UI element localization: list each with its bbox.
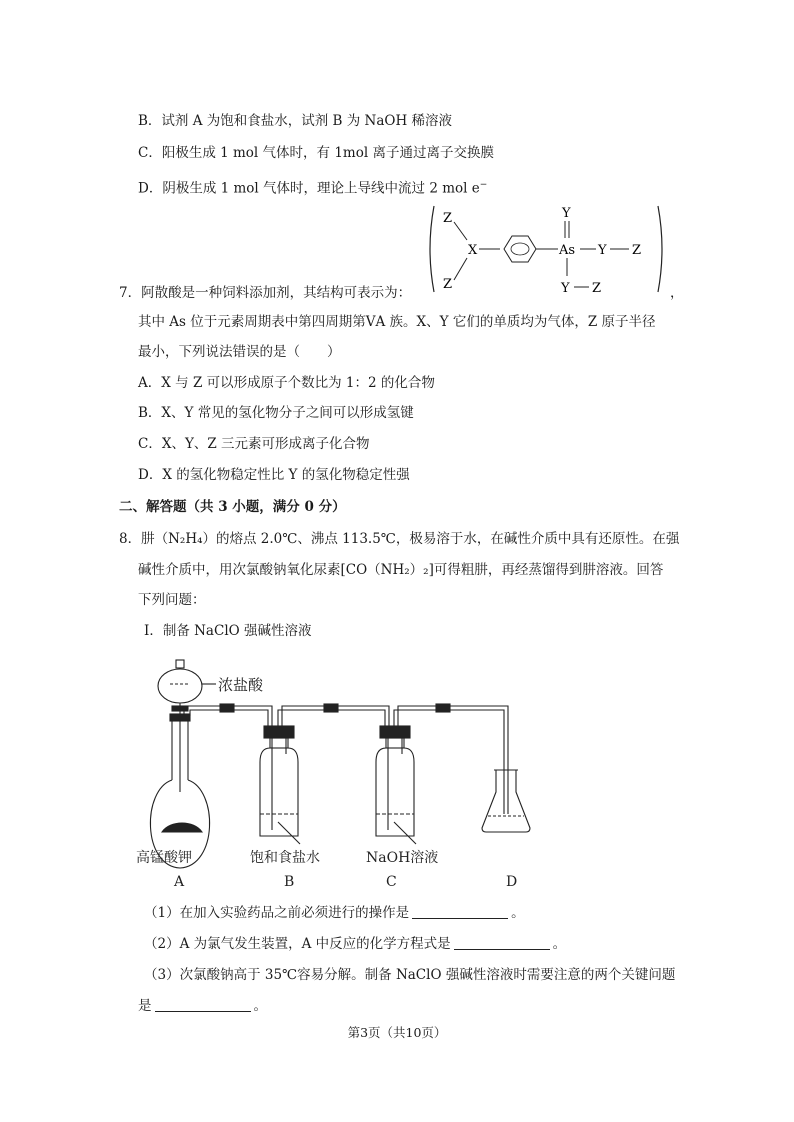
q8-line-2: 碱性介质中，用次氯酸钠氧化尿素[CO（NH₂）₂]可得粗肼，再经蒸馏得到肼溶液。回答 bbox=[138, 562, 664, 578]
answer-blank-1[interactable] bbox=[412, 904, 508, 919]
q7-line-2: 其中 As 位于元素周期表中第四周期第ⅤA 族。X、Y 它们的单质均为气体，Z 原子半径 bbox=[138, 314, 656, 330]
answer-blank-2[interactable] bbox=[454, 935, 550, 950]
q8-sub-2-text: （2）A 为氯气发生装置，A 中反应的化学方程式是 bbox=[144, 936, 451, 952]
right-bracket bbox=[658, 206, 662, 292]
q6-option-b: B．试剂 A 为饱和食盐水，试剂 B 为 NaOH 稀溶液 bbox=[138, 113, 453, 129]
q8-sub-3-line-2 bbox=[138, 997, 267, 1015]
q8-part-1: Ⅰ．制备 NaClO 强碱性溶液 bbox=[144, 623, 312, 639]
y-right: Y bbox=[598, 243, 607, 258]
q6-option-d-text: D．阴极生成 1 mol 气体时，理论上导线中流过 2 mol e bbox=[138, 180, 480, 197]
q8-sub-1-period: 。 bbox=[511, 905, 525, 921]
q7-option-a: A．X 与 Z 可以形成原子个数比为 1：2 的化合物 bbox=[138, 375, 435, 391]
z-bottom: Z bbox=[443, 277, 453, 292]
q8-sub-3-line-1: （3）次氯酸钠高于 35℃容易分解。制备 NaClO 强碱性溶液时需要注意的两个关键问题 bbox=[144, 967, 676, 983]
q7-line-3: 最小，下列说法错误的是（ ） bbox=[138, 344, 341, 360]
q7-option-b: B．X、Y 常见的氢化物分子之间可以形成氢键 bbox=[138, 405, 414, 421]
erlenmeyer-flask-d bbox=[482, 770, 530, 832]
electron-superscript: − bbox=[479, 180, 488, 190]
z-right: Z bbox=[632, 243, 642, 258]
z-bottom-right: Z bbox=[592, 281, 602, 296]
letter-b: B bbox=[284, 874, 295, 890]
letter-d: D bbox=[506, 874, 518, 890]
left-bracket bbox=[430, 206, 434, 292]
q6-option-c: C．阳极生成 1 mol 气体时，有 1mol 离子通过离子交换膜 bbox=[138, 145, 494, 161]
y-top: Y bbox=[562, 206, 571, 221]
q8-sub-2-period: 。 bbox=[552, 936, 567, 952]
arsanilic-acid-structure bbox=[424, 200, 668, 298]
page-footer: 第3页（共10页） bbox=[347, 1025, 447, 1040]
apparatus-diagram bbox=[132, 644, 552, 890]
as-atom: As bbox=[559, 243, 576, 258]
q7-trailing-comma: ， bbox=[670, 285, 684, 301]
q6-option-d bbox=[138, 176, 487, 198]
answer-blank-3[interactable] bbox=[155, 997, 251, 1012]
q8-sub-3-period: 。 bbox=[253, 998, 267, 1014]
letter-a: A bbox=[174, 874, 185, 890]
label-naoh: NaOH溶液 bbox=[366, 850, 439, 866]
label-brine: 饱和食盐水 bbox=[250, 850, 320, 866]
letter-c: C bbox=[386, 874, 397, 890]
q8-sub-1-text: （1）在加入实验药品之前必须进行的操作是 bbox=[144, 905, 410, 921]
q7-intro: 7．阿散酸是一种饲料添加剂，其结构可表示为： bbox=[119, 285, 412, 301]
q8-sub-1 bbox=[144, 904, 525, 922]
q8-sub-2 bbox=[144, 935, 566, 953]
q7-option-c: C．X、Y、Z 三元素可形成离子化合物 bbox=[138, 436, 370, 452]
y-bottom: Y bbox=[561, 281, 570, 296]
label-kmno4: 高锰酸钾 bbox=[136, 850, 192, 866]
q8-line-3: 下列问题： bbox=[138, 592, 206, 608]
q8-line-1: 8．肼（N₂H₄）的熔点 2.0℃、沸点 113.5℃，极易溶于水，在碱性介质中具有还原性。在强 bbox=[119, 531, 680, 547]
separatory-funnel bbox=[158, 669, 202, 703]
z-top: Z bbox=[443, 211, 453, 226]
q8-sub-3-text: 是 bbox=[138, 998, 152, 1014]
q7-option-d: D．X 的氢化物稳定性比 Y 的氢化物稳定性强 bbox=[138, 467, 410, 483]
x-atom: X bbox=[468, 243, 478, 258]
label-conc-hcl: 浓盐酸 bbox=[218, 676, 264, 694]
benzene-ring bbox=[504, 236, 536, 262]
section-heading: 二、解答题（共 3 小题，满分 0 分） bbox=[119, 499, 346, 515]
